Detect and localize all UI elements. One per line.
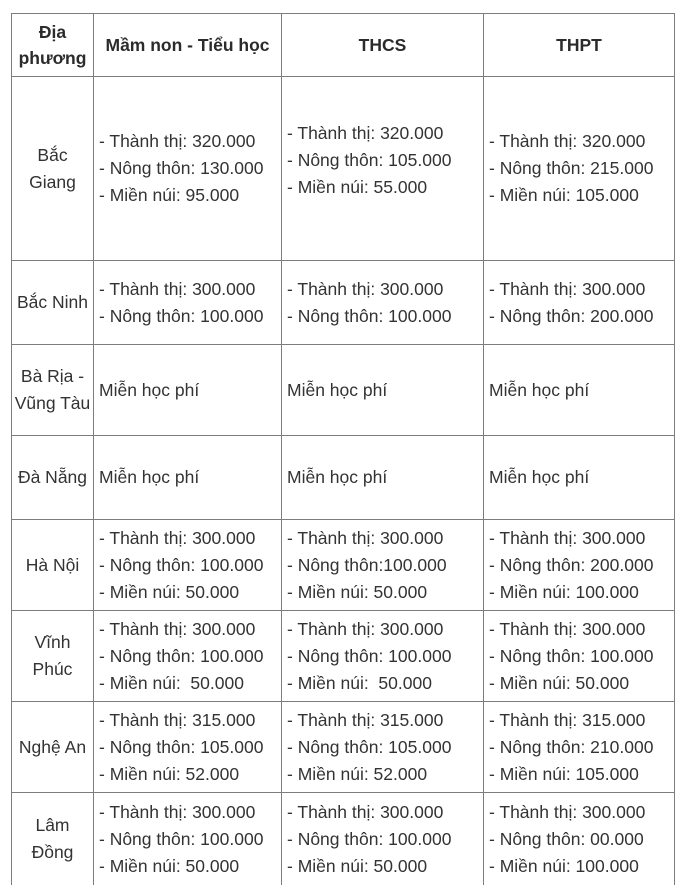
fee-line: - Nông thôn: 130.000	[99, 158, 264, 178]
region-cell: Đà Nẵng	[12, 436, 94, 520]
fee-line: - Nông thôn: 100.000	[99, 828, 264, 849]
fee-line: - Thành thị: 300.000	[489, 527, 646, 548]
header-primary: Mầm non - Tiểu học	[94, 14, 282, 77]
fee-cell-thcs	[282, 520, 484, 611]
fee-cell-thpt	[484, 793, 675, 886]
fee-line: - Nông thôn: 200.000	[489, 305, 654, 326]
fee-line: - Thành thị: 315.000	[489, 709, 646, 730]
table-row	[12, 611, 675, 702]
fee-cell-primary	[94, 77, 282, 261]
region-cell: Bắc Giang	[12, 77, 94, 261]
fee-cell-primary	[94, 261, 282, 345]
fee-cell-primary	[94, 611, 282, 702]
fee-line: - Miền núi: 95.000	[99, 185, 240, 205]
fee-line: Miễn học phí	[489, 467, 590, 487]
fee-line: - Nông thôn:100.000	[287, 554, 447, 575]
fee-line: - Nông thôn: 105.000	[99, 736, 264, 757]
fee-line: - Thành thị: 300.000	[489, 618, 646, 639]
fee-line: - Miền núi: 52.000	[99, 763, 240, 784]
fee-line: - Miền núi: 55.000	[287, 177, 428, 197]
fee-line: - Thành thị: 300.000	[99, 618, 256, 639]
table-row	[12, 520, 675, 611]
fee-line: - Nông thôn: 210.000	[489, 736, 654, 757]
fee-cell-thcs	[282, 702, 484, 793]
fee-cell-primary	[94, 436, 282, 520]
fee-cell-thcs	[282, 793, 484, 886]
fee-line: - Nông thôn: 100.000	[489, 645, 654, 666]
fee-line: - Nông thôn: 100.000	[287, 645, 452, 666]
fee-cell-thcs	[282, 436, 484, 520]
fee-line: Miễn học phí	[489, 379, 590, 400]
region-cell: Vĩnh Phúc	[12, 611, 94, 702]
fee-line: - Thành thị: 300.000	[99, 278, 256, 299]
header-thpt: THPT	[484, 14, 675, 77]
fee-line: - Miền núi: 50.000	[99, 672, 244, 693]
fee-line: - Nông thôn: 00.000	[489, 828, 644, 849]
fee-line: - Thành thị: 320.000	[287, 123, 444, 143]
tuition-fee-table	[11, 13, 675, 885]
fee-line: - Miền núi: 50.000	[99, 855, 240, 876]
fee-line: Miễn học phí	[287, 379, 388, 400]
fee-cell-thcs	[282, 261, 484, 345]
fee-cell-thpt	[484, 345, 675, 436]
fee-line: - Miền núi: 105.000	[489, 185, 639, 205]
fee-cell-primary	[94, 345, 282, 436]
table-row	[12, 77, 675, 261]
fee-line: - Thành thị: 320.000	[489, 131, 646, 151]
table-row	[12, 793, 675, 886]
fee-line: - Nông thôn: 100.000	[99, 645, 264, 666]
fee-line: - Nông thôn: 105.000	[287, 736, 452, 757]
fee-line: - Thành thị: 300.000	[489, 278, 646, 299]
fee-line: - Miền núi: 50.000	[287, 855, 428, 876]
fee-cell-thpt	[484, 77, 675, 261]
fee-cell-thcs	[282, 77, 484, 261]
table-row	[12, 345, 675, 436]
fee-cell-primary	[94, 702, 282, 793]
fee-line: - Miền núi: 100.000	[489, 855, 639, 876]
fee-cell-thpt	[484, 702, 675, 793]
fee-line: - Thành thị: 300.000	[287, 801, 444, 822]
fee-line: - Thành thị: 300.000	[287, 527, 444, 548]
region-cell: Lâm Đồng	[12, 793, 94, 886]
fee-cell-primary	[94, 793, 282, 886]
fee-cell-thcs	[282, 611, 484, 702]
region-cell: Hà Nội	[12, 520, 94, 611]
fee-line: - Nông thôn: 215.000	[489, 158, 654, 178]
fee-cell-thpt	[484, 611, 675, 702]
header-row	[12, 14, 675, 77]
header-region: Địa phương	[12, 14, 94, 77]
fee-cell-thpt	[484, 436, 675, 520]
fee-line: - Nông thôn: 200.000	[489, 554, 654, 575]
fee-line: - Nông thôn: 100.000	[287, 305, 452, 326]
fee-line: Miễn học phí	[287, 467, 388, 487]
region-cell: Nghệ An	[12, 702, 94, 793]
header-thcs: THCS	[282, 14, 484, 77]
fee-line: - Miền núi: 50.000	[99, 581, 240, 602]
fee-line: - Miền núi: 105.000	[489, 763, 639, 784]
fee-line: - Thành thị: 300.000	[287, 618, 444, 639]
fee-line: - Nông thôn: 100.000	[99, 305, 264, 326]
fee-line: - Thành thị: 315.000	[287, 709, 444, 730]
table-row	[12, 261, 675, 345]
fee-line: - Thành thị: 300.000	[489, 801, 646, 822]
fee-line: - Miền núi: 50.000	[287, 581, 428, 602]
fee-line: - Miền núi: 100.000	[489, 581, 639, 602]
region-cell: Bắc Ninh	[12, 261, 94, 345]
region-cell: Bà Rịa - Vũng Tàu	[12, 345, 94, 436]
fee-cell-primary	[94, 520, 282, 611]
fee-line: Miễn học phí	[99, 467, 200, 487]
fee-line: - Miền núi: 50.000	[489, 672, 630, 693]
fee-line: - Nông thôn: 100.000	[287, 828, 452, 849]
fee-line: - Thành thị: 315.000	[99, 709, 256, 730]
table-row	[12, 436, 675, 520]
fee-cell-thpt	[484, 520, 675, 611]
fee-line: - Thành thị: 300.000	[99, 527, 256, 548]
fee-line: Miễn học phí	[99, 379, 200, 400]
fee-line: - Thành thị: 300.000	[287, 278, 444, 299]
fee-line: - Miền núi: 52.000	[287, 763, 428, 784]
fee-line: - Nông thôn: 105.000	[287, 150, 452, 170]
table-row	[12, 702, 675, 793]
fee-line: - Nông thôn: 100.000	[99, 554, 264, 575]
fee-line: - Thành thị: 320.000	[99, 131, 256, 151]
fee-cell-thcs	[282, 345, 484, 436]
fee-cell-thpt	[484, 261, 675, 345]
fee-line: - Thành thị: 300.000	[99, 801, 256, 822]
fee-line: - Miền núi: 50.000	[287, 672, 432, 693]
